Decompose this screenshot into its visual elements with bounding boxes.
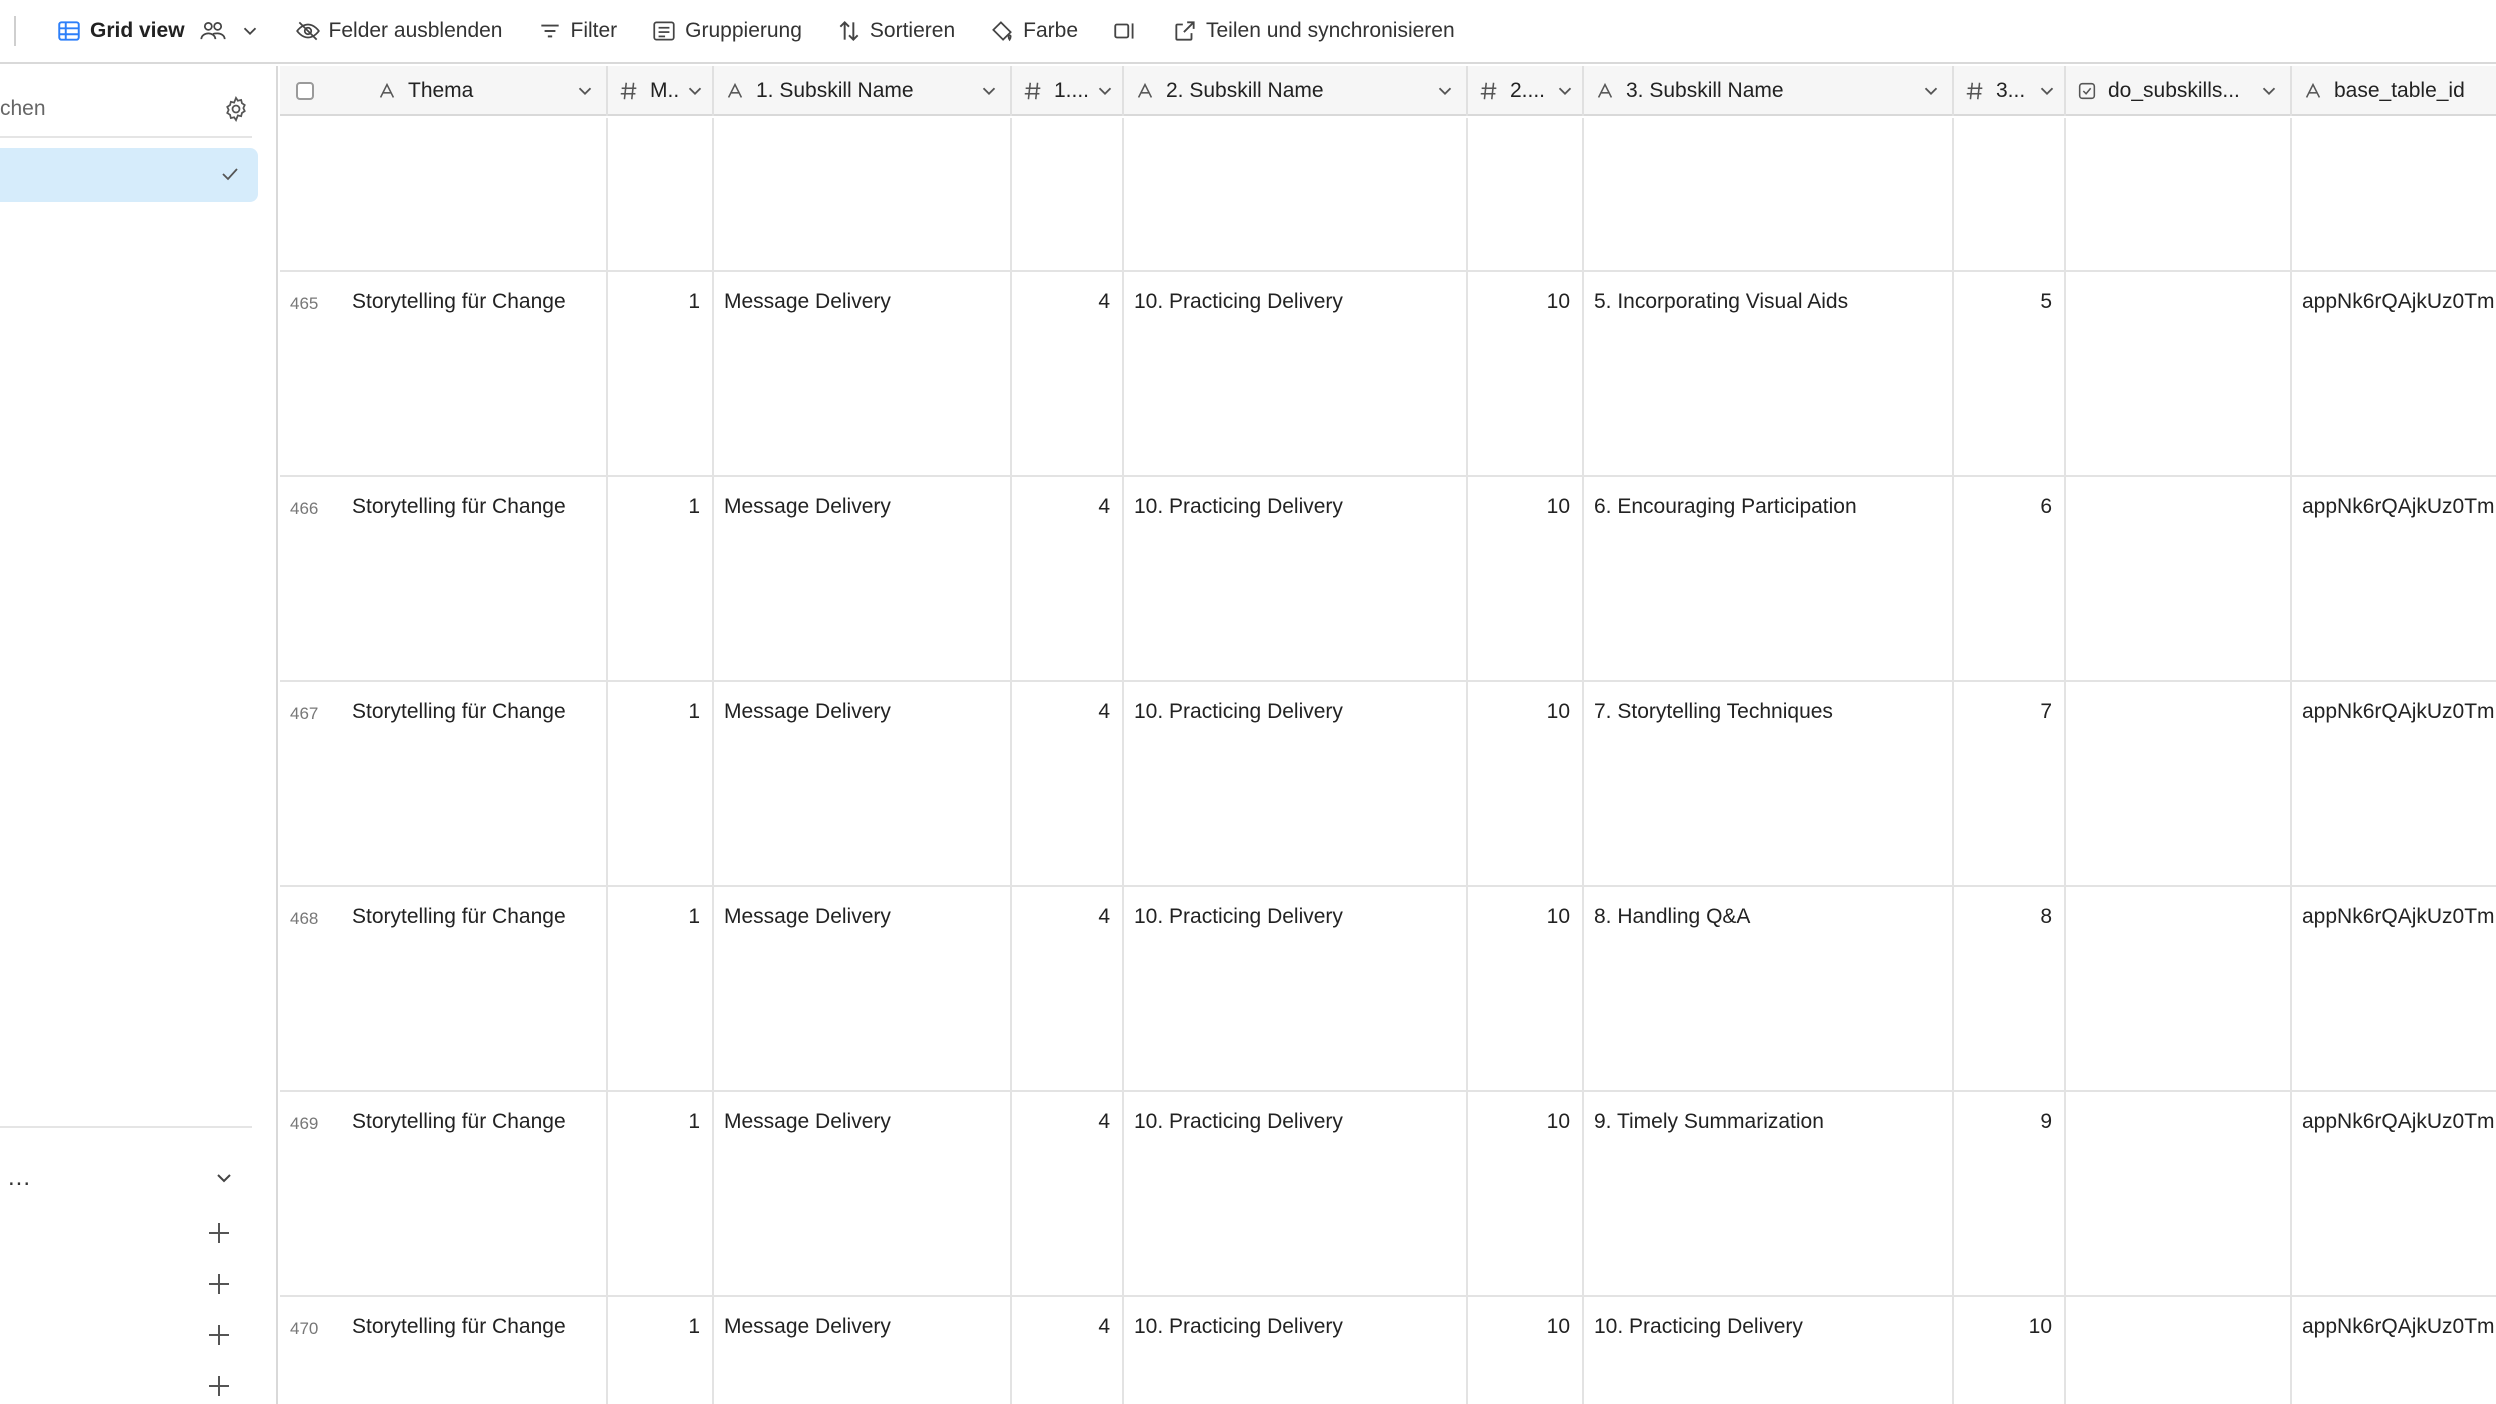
chevron-down-icon[interactable]: [212, 1166, 236, 1190]
cell-subskill-3[interactable]: [1584, 118, 1954, 270]
column-label: M..: [650, 79, 680, 102]
cell-number-2[interactable]: 10: [1468, 477, 1584, 680]
column-header-number-2[interactable]: [1468, 66, 1584, 116]
cell-do-subskills[interactable]: [2066, 682, 2292, 885]
table-row[interactable]: [280, 1092, 2496, 1297]
chevron-down-icon[interactable]: [1434, 80, 1456, 102]
cell-base-table-id[interactable]: appNk6rQAjkUz0Tm: [2302, 1315, 2495, 1338]
cell-subskill-2[interactable]: 10. Practicing Delivery: [1124, 887, 1468, 1090]
color-label: Farbe: [1023, 19, 1078, 42]
row-number: 466: [290, 499, 319, 518]
sort-icon: [836, 18, 862, 44]
cell-base-table-id[interactable]: appNk6rQAjkUz0Tm: [2302, 700, 2495, 723]
cell-do-subskills[interactable]: [2066, 272, 2292, 475]
cell-number-3[interactable]: 9: [1954, 1092, 2066, 1295]
cell-m[interactable]: 1: [608, 887, 714, 1090]
cell-subskill-2[interactable]: 10. Practicing Delivery: [1124, 1092, 1468, 1295]
number-field-icon: [1022, 80, 1044, 102]
cell-do-subskills[interactable]: [2066, 477, 2292, 680]
text-field-icon: [376, 80, 398, 102]
cell-do-subskills[interactable]: [2066, 1092, 2292, 1295]
chevron-down-icon[interactable]: [1920, 80, 1942, 102]
group-button[interactable]: [643, 9, 810, 53]
grid-icon: [56, 18, 82, 44]
column-label: 3. Subskill Name: [1626, 79, 1784, 102]
cell-subskill-1[interactable]: Message Delivery: [714, 1092, 1012, 1295]
plus-icon[interactable]: [204, 1218, 234, 1248]
cell-number-2[interactable]: 10: [1468, 682, 1584, 885]
cell-number-1[interactable]: 4: [1012, 682, 1124, 885]
chevron-down-icon[interactable]: [684, 80, 706, 102]
filter-button[interactable]: [529, 9, 626, 53]
column-label: 3...: [1996, 79, 2026, 102]
cell-number-1[interactable]: 4: [1012, 887, 1124, 1090]
sidebar-divider: [0, 136, 252, 138]
column-header-subskill-1[interactable]: [714, 66, 1012, 116]
table-row[interactable]: [280, 682, 2496, 887]
text-field-icon: [1594, 80, 1616, 102]
table-row[interactable]: [280, 1297, 2496, 1404]
cell-thema[interactable]: [280, 118, 608, 270]
plus-icon[interactable]: [204, 1371, 234, 1401]
share-sync-label: Teilen und synchronisieren: [1206, 19, 1455, 42]
cell-base-table-id[interactable]: appNk6rQAjkUz0Tm: [2302, 290, 2495, 313]
toolbar-divider: [14, 16, 16, 46]
cell-subskill-2[interactable]: 10. Practicing Delivery: [1124, 477, 1468, 680]
cell-subskill-1[interactable]: [714, 118, 1012, 270]
paint-bucket-icon: [989, 18, 1015, 44]
cell-thema[interactable]: Storytelling für Change: [330, 682, 608, 885]
text-field-icon: [1134, 80, 1156, 102]
hide-fields-button[interactable]: [287, 9, 511, 53]
select-all-checkbox[interactable]: [296, 82, 314, 100]
cell-subskill-2[interactable]: 10. Practicing Delivery: [1124, 1297, 1468, 1404]
cell-number-3[interactable]: 5: [1954, 272, 2066, 475]
cell-number-3[interactable]: [1954, 118, 2066, 270]
column-header-subskill-3[interactable]: [1584, 66, 1954, 116]
view-search[interactable]: [0, 90, 250, 128]
cell-number-2[interactable]: 10: [1468, 887, 1584, 1090]
cell-subskill-3[interactable]: 10. Practicing Delivery: [1584, 1297, 1954, 1404]
chevron-down-icon[interactable]: [2036, 80, 2058, 102]
chevron-down-icon[interactable]: [2258, 80, 2280, 102]
cell-number-2[interactable]: 10: [1468, 1297, 1584, 1404]
sort-button[interactable]: [828, 9, 963, 53]
cell-subskill-2[interactable]: 10. Practicing Delivery: [1124, 682, 1468, 885]
number-field-icon: [618, 80, 640, 102]
column-label: 1. Subskill Name: [756, 79, 914, 102]
sort-label: Sortieren: [869, 19, 956, 42]
sidebar-divider: [0, 1126, 252, 1128]
column-header-subskill-2[interactable]: [1124, 66, 1468, 116]
text-field-icon: [724, 80, 746, 102]
number-field-icon: [1478, 80, 1500, 102]
cell-subskill-1[interactable]: Message Delivery: [714, 272, 1012, 475]
cell-subskill-1[interactable]: Message Delivery: [714, 887, 1012, 1090]
cell-subskill-1[interactable]: Message Delivery: [714, 477, 1012, 680]
cell-number-1[interactable]: [1012, 118, 1124, 270]
cell-number-3[interactable]: 6: [1954, 477, 2066, 680]
chevron-down-icon[interactable]: [239, 20, 261, 42]
view-search-text: chen: [0, 97, 46, 120]
sidebar-view-item-selected[interactable]: [0, 148, 258, 202]
cell-subskill-3[interactable]: 8. Handling Q&A: [1584, 887, 1954, 1090]
cell-thema[interactable]: Storytelling für Change: [330, 1092, 608, 1295]
data-grid: [280, 66, 2496, 1404]
gear-icon[interactable]: [222, 95, 250, 123]
text-field-icon: [2302, 80, 2324, 102]
column-header-do-subskills[interactable]: [2066, 66, 2292, 116]
cell-thema[interactable]: Storytelling für Change: [330, 272, 608, 475]
cell-number-2[interactable]: [1468, 118, 1584, 270]
cell-number-3[interactable]: 7: [1954, 682, 2066, 885]
column-header-thema[interactable]: [330, 66, 608, 116]
cell-subskill-1[interactable]: Message Delivery: [714, 682, 1012, 885]
column-label: 1....: [1054, 79, 1090, 102]
chevron-down-icon[interactable]: [1094, 80, 1116, 102]
number-field-icon: [1964, 80, 1986, 102]
cell-subskill-3[interactable]: 9. Timely Summarization: [1584, 1092, 1954, 1295]
row-height-icon: [1112, 18, 1138, 44]
cell-do-subskills[interactable]: [2066, 118, 2292, 270]
column-label: 2. Subskill Name: [1166, 79, 1324, 102]
view-toolbar: [0, 0, 2496, 64]
view-sidebar: [0, 66, 278, 1404]
view-switcher-button[interactable]: [48, 9, 269, 53]
row-number: 469: [290, 1114, 319, 1133]
cell-thema[interactable]: Storytelling für Change: [330, 477, 608, 680]
plus-icon[interactable]: [204, 1320, 234, 1350]
plus-icon[interactable]: [204, 1269, 234, 1299]
table-row[interactable]: [280, 272, 2496, 477]
group-label: Gruppierung: [685, 19, 802, 42]
cell-number-1[interactable]: 4: [1012, 1092, 1124, 1295]
chevron-down-icon[interactable]: [1554, 80, 1576, 102]
checkbox-field-icon: [2076, 80, 2098, 102]
cell-do-subskills[interactable]: [2066, 1297, 2292, 1404]
cell-number-1[interactable]: 4: [1012, 1297, 1124, 1404]
cell-subskill-2[interactable]: [1124, 118, 1468, 270]
cell-m[interactable]: [608, 118, 714, 270]
row-number: 470: [290, 1319, 319, 1338]
filter-icon: [537, 18, 563, 44]
cell-subskill-2[interactable]: 10. Practicing Delivery: [1124, 272, 1468, 475]
grid-header-row: [280, 66, 2496, 116]
chevron-down-icon[interactable]: [574, 80, 596, 102]
column-label: 2....: [1510, 79, 1546, 102]
row-number: 468: [290, 909, 319, 928]
cell-number-1[interactable]: 4: [1012, 477, 1124, 680]
table-row[interactable]: [280, 887, 2496, 1092]
column-header-number-1[interactable]: [1012, 66, 1124, 116]
table-row[interactable]: [280, 477, 2496, 682]
cell-subskill-3[interactable]: 7. Storytelling Techniques: [1584, 682, 1954, 885]
cell-base-table-id[interactable]: appNk6rQAjkUz0Tm: [2302, 905, 2495, 928]
sidebar-create-section[interactable]: [0, 1158, 250, 1198]
row-number: 467: [290, 704, 319, 723]
cell-thema[interactable]: Storytelling für Change: [330, 887, 608, 1090]
cell-base-table-id[interactable]: appNk6rQAjkUz0Tm: [2302, 495, 2495, 518]
cell-m[interactable]: 1: [608, 477, 714, 680]
cell-m[interactable]: 1: [608, 272, 714, 475]
column-label: Thema: [408, 79, 474, 102]
column-header-base-table-id[interactable]: [2292, 66, 2496, 116]
people-icon[interactable]: [199, 17, 227, 45]
cell-m[interactable]: 1: [608, 1092, 714, 1295]
cell-base-table-id[interactable]: [2292, 118, 2496, 270]
column-header-number-3[interactable]: [1954, 66, 2066, 116]
color-button[interactable]: [981, 9, 1086, 53]
cell-thema[interactable]: Storytelling für Change: [330, 1297, 608, 1404]
filter-label: Filter: [570, 19, 618, 42]
hide-fields-label: Felder ausblenden: [328, 19, 503, 42]
cell-subskill-3[interactable]: 5. Incorporating Visual Aids: [1584, 272, 1954, 475]
check-icon: [218, 162, 242, 186]
cell-number-2[interactable]: 10: [1468, 272, 1584, 475]
column-label: do_subskills...: [2108, 79, 2240, 102]
eye-slash-icon: [295, 18, 321, 44]
cell-number-1[interactable]: 4: [1012, 272, 1124, 475]
cell-number-3[interactable]: 8: [1954, 887, 2066, 1090]
cell-m[interactable]: 1: [608, 682, 714, 885]
cell-m[interactable]: 1: [608, 1297, 714, 1404]
view-name: Grid view: [90, 19, 185, 42]
group-icon: [651, 18, 677, 44]
row-number: 465: [290, 294, 319, 313]
column-label: base_table_id: [2334, 79, 2465, 102]
sidebar-section-label: ...: [8, 1164, 32, 1191]
chevron-down-icon[interactable]: [978, 80, 1000, 102]
cell-subskill-3[interactable]: 6. Encouraging Participation: [1584, 477, 1954, 680]
row-height-button[interactable]: [1104, 9, 1146, 53]
cell-do-subskills[interactable]: [2066, 887, 2292, 1090]
cell-base-table-id[interactable]: appNk6rQAjkUz0Tm: [2302, 1110, 2495, 1133]
table-row-partial[interactable]: [280, 118, 2496, 272]
column-header-m[interactable]: [608, 66, 714, 116]
share-external-icon: [1172, 18, 1198, 44]
cell-subskill-1[interactable]: Message Delivery: [714, 1297, 1012, 1404]
cell-number-2[interactable]: 10: [1468, 1092, 1584, 1295]
share-sync-button[interactable]: [1164, 9, 1463, 53]
cell-number-3[interactable]: 10: [1954, 1297, 2066, 1404]
